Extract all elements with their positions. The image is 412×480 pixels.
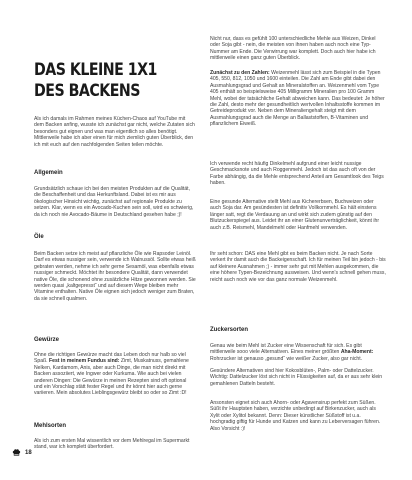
heading-gewuerze: Gewürze xyxy=(34,337,60,343)
page-title-line-2: DES BACKENS xyxy=(34,81,140,100)
mehl-intro-paragraph: Nicht nur, dass es gefühlt 100 unterschiedliche Mehle aus Weizen, Dinkel oder Soja gibt - nein, die meisten von ihnen haben auch noch eine Typ-Nummer am Ende. Die Verwirrung war komplett. Doch auch hier habe ich mittlerweile einen ganz guten Überblick. xyxy=(210,36,376,62)
page-number: 18 xyxy=(25,449,32,456)
page-title-line-1: DAS KLEINE 1X1 xyxy=(34,60,157,79)
alternativen-paragraph: Eine gesunde Alternative stellt Mehl aus Kichererbsen, Buchweizen oder auch Soja dar. Am gesündesten ist definitiv Vollkornmehl. Es hält einstens länger satt, regt die Verdauung an und wirkt sich zudem günstig auf den Blutzuckerspiegel aus. Leidet ihr an einer Glutenunverträglichkeit, könnt ihr auch z.B. Reismehl, Mandelmehl oder Hanfmehl verwenden. xyxy=(210,199,380,231)
intro-paragraph: Als ich damals im Rahmen meines Küchen-Chaos auf YouTube mit dem Backen anfing, wusste ich zunächst gar nicht, welche Zutaten sich besonders gut eignen und was man eigentlich so alles benötigt. Mittlerweile habe ich aber einen für mich ziemlich guten Überblick, den ich mit euch auf den nachfolgenden Seiten teilen möchte. xyxy=(34,116,195,148)
zahlen-paragraph: Zunächst zu den Zahlen: Weizenmehl lässt sich zum Beispiel in die Typen 405, 550, 812, 1050 und 1600 einteilen. Die Zahl am Ende gibt dabei den Ausmahlungsgrad und Gehalt an Mineralstoffen an. Weizenmehl vom Type 405 enthält so beispielsweise 405 Milligramm Mineralien pro 100 Gramm Mehl, wobei der tatsächliche Gehalt abweichen kann. Das bedeutet: Je höher die Zahl, desto mehr der gesundheitlich wertvollen Inhaltsstoffe kommen im Getreideprodukt vor. Neben dem Mineraliengehalt steigt mit dem Ausmahlungsgrad auch die Menge an Ballaststoffen, B-Vitaminen und pflanzlichem Eiweiß. xyxy=(210,70,385,128)
gewuerze-paragraph: Ohne die richtigen Gewürze macht das Leben doch nur halb so viel Spaß. Fest in meinem Fundus sind: Zimt, Muskatnuss, gemahlene Nelken, Kardamom, Anis, aber auch Dinge, die man nicht direkt mit Backen assoziiert, wie Ingwer oder Kurkuma. Wie auch bei vielen anderen Dingen: Die Gewürze in meinen Rezepten sind oft optional und ein Vorschlag stätt fester Regel und ihr könnt hier auch gerne variieren. Mein absolutes Lieblingsgewürz bleibt so oder so Zimt :D! xyxy=(34,352,189,397)
zucker-paragraph-3: Ansonsten eignet sich auch Ahorn- oder Agavensirup perfekt zum Süßen. Süßt ihr Hauptsten haben, verzichte unbedingt auf Birkenzucker, auch als Xylit oder Xylitol bekannt. Denn: Dieser künstlicher Süßstoff ist u.a. hochgradig giftig für Hunde und Katzen und kann zu Leberversagen führen. Also Vorsicht :)! xyxy=(210,400,381,432)
zucker-paragraph-2: Gesündere Alternativen sind hier Kokosblüten-, Palm- oder Dattelzucker. Wichtig: Dattelzucker löst sich nicht in Flüssigkeiten auf, da er aus sehr klein gemahlenen Datteln besteht. xyxy=(210,368,383,387)
allgemein-paragraph: Grundsätzlich schaue ich bei den meisten Produkten auf die Qualität, die Beschaffenheit und das Herkunftsland. Dabei ist es mir aus ökologischer Hinsicht wichtig, zunächst auf regionale Produkte zu setzen. Klar, wenn es ein Avocado-Kuchen sein soll, wird es schwierig, da ich noch nie Avocado-Bäume in Deutschland gesehen habe ;)! xyxy=(34,186,194,218)
mehl-fazit-paragraph: Ihr seht schon: DAS eine Mehl gibt es beim Backen nicht. Je nach Sorte verkert ihr damit auch die Backeigenschaft. Ich für meinen Teil bin jedoch - bis auf kleinere Ausnahmen ;) - immer sehr gut mit Mehlen ausgekommen, die eine höhere Typen-Bezeichnung ausweisen. Und wenn's schnell gehen muss, reicht auch noch wie vor das ganz normale Weizenmehl. xyxy=(210,251,386,283)
oele-paragraph: Beim Backen setze ich meist auf pflanzliche Öle wie Rapsoder Leinöl. Darf es etwas nussiger sein, verwende ich Walnussöl. Sollte etwas heiß gebraten werden, nehme ich sehr gerne Sesamöl, was ebenfalls etwas nussiger schmeckt. Möchtet ihr besondere Qualität, dann verwendet native Öle, die schonend ohne zusätzliche Hitze gewonnen werden. Sie werden quasi „kaltgepresst“ und auf diesem Wege bleiben mehr Vitamine enthalten. Native Öle eignen sich jedoch weniger zum Braten, da sie schnell qualmen. xyxy=(34,251,196,302)
heading-zuckersorten: Zuckersorten xyxy=(210,327,249,333)
zucker-paragraph-1: Genau wie beim Mehl ist Zucker eine Wissenschaft für sich. Es gibt mittlerweile sooo viele Alternativen. Eines meiner größten Aha-Moment: Rohrzucker ist genauso „gesund“ wie weißer Zucker, also gar nicht. xyxy=(210,343,374,362)
page-footer xyxy=(12,448,32,457)
heading-oele: Öle xyxy=(34,234,44,240)
mehlsorten-paragraph: Als ich zum ersten Mal wissentlich vor dem Mehlregal im Supermarkt stand, war ich komplett überfordert. xyxy=(34,438,190,451)
heading-mehlsorten: Mehlsorten xyxy=(34,423,67,429)
heading-allgemein: Allgemein xyxy=(34,170,63,176)
dinkel-paragraph: Ich verwende recht häufig Dinkelmehl aufgrund einer leicht nussige Geschmacksnote und auch Roggenmehl. Jedoch ist das auch oft von der Farbe abhängig, da die Mehle entsprechend Anteil am Gesamtlook des Teigs haben. xyxy=(210,161,384,187)
chef-hat-icon xyxy=(12,448,21,457)
